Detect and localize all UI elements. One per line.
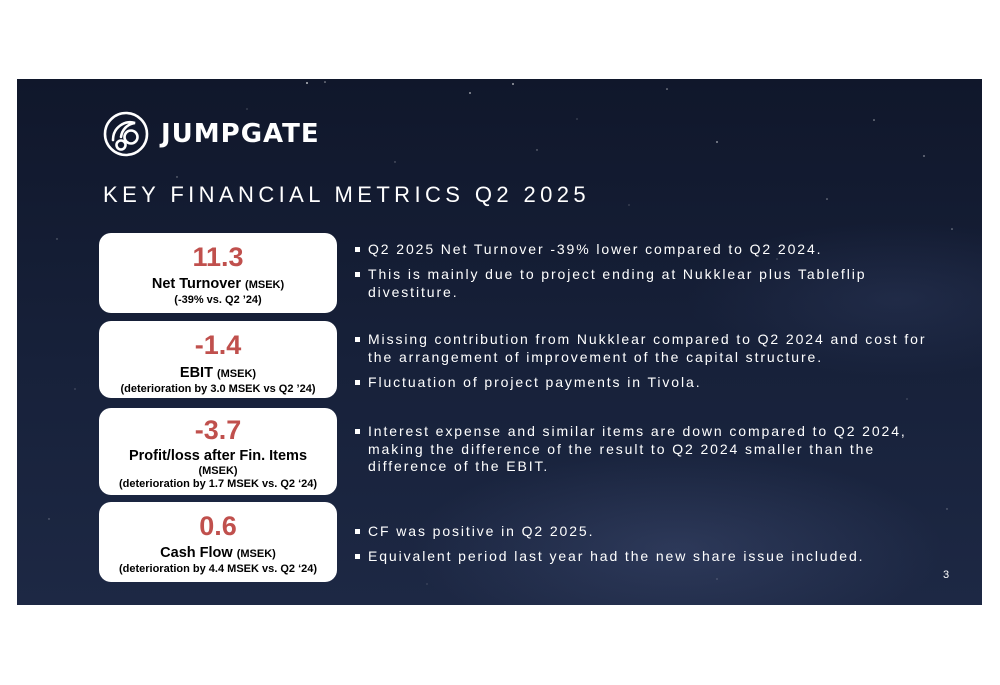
bullet-item: Missing contribution from Nukklear compared to Q2 2024 and cost for the arrangement of improvement of the capital structure. [354, 331, 954, 366]
metric-comparison: (deterioration by 4.4 MSEK vs. Q2 ‘24) [118, 563, 318, 575]
bullet-item: CF was positive in Q2 2025. [354, 523, 954, 541]
page-number: 3 [943, 569, 950, 581]
commentary-ebit [354, 331, 954, 399]
metric-label: Cash Flow (MSEK) [160, 545, 276, 561]
bullet-item: Fluctuation of project payments in Tivola. [354, 374, 954, 392]
bullet-item: Q2 2025 Net Turnover -39% lower compared to Q2 2024. [354, 241, 954, 259]
bullet-item: This is mainly due to project ending at Nukklear plus Tableflip divestiture. [354, 266, 954, 301]
commentary-net-turnover [354, 241, 954, 309]
metric-comparison: (deterioration by 3.0 MSEK vs Q2 ’24) [120, 383, 316, 395]
commentary-cash-flow [354, 523, 954, 573]
bullet-item: Interest expense and similar items are down compared to Q2 2024, making the difference of the result to Q2 2024 smaller than the difference of the EBIT. [354, 423, 954, 476]
metric-card-ebit [99, 321, 337, 398]
commentary-profit-loss [354, 423, 954, 483]
metric-label: EBIT (MSEK) [179, 365, 257, 381]
metric-card-cash-flow [99, 502, 337, 582]
metric-unit: (MSEK) [216, 368, 257, 380]
page-title: KEY FINANCIAL METRICS Q2 2025 [103, 182, 591, 207]
metric-label: Profit/loss after Fin. Items [128, 448, 308, 464]
jumpgate-logo-icon [103, 111, 149, 157]
metric-comparison: (-39% vs. Q2 ’24) [174, 294, 262, 306]
metric-unit: (MSEK) [198, 465, 238, 477]
metric-value: 11.3 [192, 242, 244, 272]
metric-value: -1.4 [194, 330, 242, 360]
brand-name: JUMPGATE [161, 119, 320, 149]
metric-unit: (MSEK) [245, 279, 285, 291]
metric-value: -3.7 [194, 415, 242, 445]
metric-card-net-turnover [99, 233, 337, 313]
metric-unit: (MSEK) [236, 548, 276, 560]
metric-value: 0.6 [199, 511, 237, 541]
bullet-item: Equivalent period last year had the new share issue included. [354, 548, 954, 566]
metric-comparison: (deterioration by 1.7 MSEK vs. Q2 ‘24) [118, 478, 318, 490]
metric-label: Net Turnover (MSEK) [151, 276, 285, 292]
slide [17, 79, 982, 605]
brand-logo [103, 112, 320, 156]
metric-card-profit-loss [99, 408, 337, 495]
